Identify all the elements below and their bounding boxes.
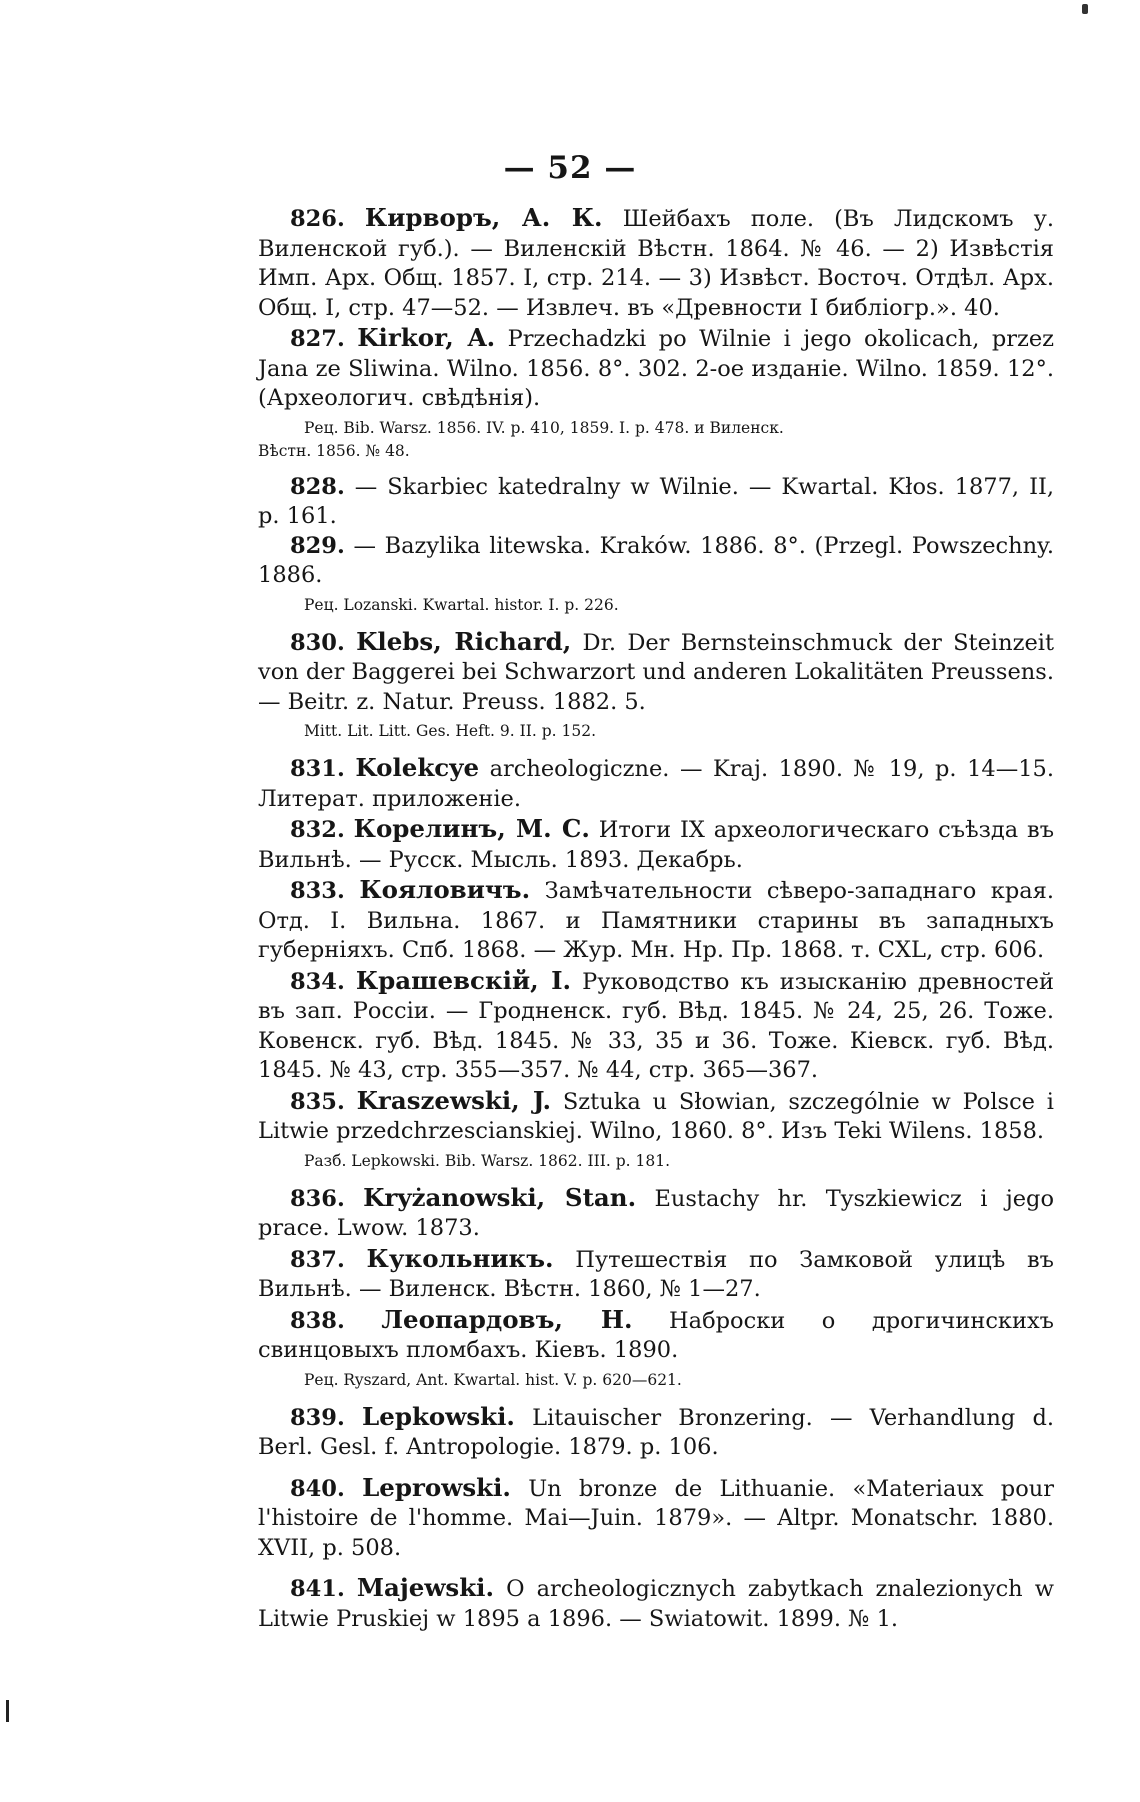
bibliography-list [258, 203, 1054, 1634]
entry-number: 835. [290, 1088, 345, 1115]
entry-number: 831. [290, 756, 345, 782]
entry-text: — Bazylika litewska. Kraków. 1886. 8°. (Przegl. Powszechny. 1886. [258, 532, 1054, 588]
entry-text: archeologiczne. — Kraj. 1890. № 19, p. 14—15. Литерат. приложеніе. [258, 756, 1054, 812]
review-note: Mitt. Lit. Litt. Ges. Heft. 9. II. p. 152. [304, 722, 597, 740]
entry-831 [258, 753, 1054, 814]
review-note: Рец. Bib. Warsz. 1856. IV. p. 410, 1859. I. p. 478. и Виленск. [304, 418, 784, 437]
entry-number: 834. [290, 968, 345, 995]
entry-text: Litauischer Bronzering. — Verhandlung d. Berl. Gesl. f. Antropologie. 1879. p. 106. [258, 1404, 1055, 1460]
entry-number: 826. [290, 206, 345, 232]
entry-author: Корелинъ, М. С. [353, 814, 590, 843]
entry-text: Наброски о дрогичинскихъ свинцовыхъ пломбахъ. Кіевъ. 1890. [258, 1307, 1054, 1363]
entry-830 [258, 627, 1054, 718]
review-note: Рец. Ryszard, Ant. Kwartal. hist. V. p. 620—621. [304, 1370, 682, 1389]
scan-edge-mark [6, 1700, 9, 1722]
entry-number: 841. [290, 1576, 345, 1602]
entry-832 [258, 814, 1054, 875]
entry-number: 829. [290, 532, 345, 559]
entry-text: Руководство къ изысканію древностей въ зап. Россіи. — Гродненск. губ. Вѣд. 1845. № 24, 25, 26. Тоже. Ковенск. губ. Вѣд. 1845. № 33, 35 и 36. Тоже. Кіевск. губ. Вѣд. 1845. № 43, стр. 355—357. № 44, стр. 365—367. [258, 968, 1054, 1083]
entry-837 [258, 1244, 1054, 1305]
entry-author: Кирворъ, А. К. [364, 203, 603, 232]
entry-number: 832. [290, 817, 345, 843]
entry-text: Eustachy hr. Tyszkiewicz i jego prace. Lwow. 1873. [258, 1185, 1054, 1241]
entry-number: 840. [290, 1475, 345, 1502]
entry-author: Крашевскій, I. [355, 965, 572, 995]
entry-author: Kraszewski, J. [356, 1085, 552, 1115]
entry-827 [258, 323, 1054, 414]
entry-838 [258, 1305, 1054, 1366]
entry-text: Замѣчательности сѣверо-западнаго края. Отд. I. Вильна. 1867. и Памятники старины въ западныхъ губерніяхъ. Спб. 1868. — Жур. Мн. Нр. Пр. 1868. т. CXL, стр. 606. [258, 878, 1054, 963]
entry-840 [258, 1473, 1054, 1564]
entry-number: 838. [290, 1307, 345, 1334]
entry-author: Leprowski. [362, 1472, 511, 1502]
entry-text: Un bronze de Lithuanie. «Materiaux pour l'histoire de l'homme. Mai—Juin. 1879». — Altpr. Monatschr. 1880. XVII, p. 508. [258, 1475, 1054, 1561]
entry-number: 833. [290, 878, 345, 904]
entry-text: O archeologicznych zabytkach znalezionych w Litwie Pruskiej w 1895 a 1896. — Swiatowit. 1899. № 1. [258, 1576, 1054, 1632]
entry-841 [258, 1573, 1054, 1634]
entry-text: Шейбахъ поле. (Въ Лидскомъ у. Виленской губ.). — Виленскій Вѣстн. 1864. № 46. — 2) Извѣстія Имп. Арх. Общ. 1857. I, стр. 214. — 3) Извѣст. Восточ. Отдѣл. Арх. Общ. I, стр. 47—52. — Извлеч. въ «Древности I библіогр.». 40. [258, 206, 1055, 321]
entry-826 [258, 203, 1054, 323]
entry-828 [258, 473, 1054, 532]
entry-author: Леопардовъ, Н. [381, 1304, 633, 1334]
entry-833 [258, 875, 1054, 966]
entry-829 [258, 532, 1054, 591]
entry-author: Kirkor, A. [357, 323, 496, 352]
entry-text: Sztuka u Słowian, szczególnie w Polsce i Litwie przedchrzescianskiej. Wilno, 1860. 8°. Изъ Teki Wilens. 1858. [258, 1088, 1054, 1144]
entry-number: 836. [290, 1185, 345, 1212]
review-note: Рец. Lozanski. Kwartal. histor. I. p. 226. [304, 595, 619, 614]
entry-text: Итоги IX археологическаго съѣзда въ Вильнѣ. — Русск. Мысль. 1893. Декабрь. [258, 817, 1055, 873]
entry-author: Klebs, Richard, [356, 626, 572, 656]
review-note: Разб. Lepkowski. Bib. Warsz. 1862. III. p. 181. [304, 1151, 670, 1170]
entry-author: Majewski. [356, 1573, 495, 1602]
entry-author: Кояловичъ. [359, 875, 531, 904]
entry-number: 827. [290, 326, 345, 352]
entry-author: Kryżanowski, Stan. [363, 1182, 637, 1212]
entry-text: Dr. Der Bernsteinschmuck der Steinzeit von der Baggerei bei Schwarzort und anderen Lokalitäten Preussens. — Beitr. z. Natur. Preuss. 1882. 5. [258, 629, 1055, 715]
ink-speck [1082, 4, 1088, 14]
entry-number: 837. [290, 1246, 345, 1273]
entry-836 [258, 1183, 1054, 1244]
entry-834 [258, 966, 1054, 1086]
entry-835 [258, 1086, 1054, 1147]
entry-author: Kolekcye [355, 753, 480, 782]
entry-text: Przechadzki po Wilnie i jego okolicach, przez Jana ze Sliwina. Wilno. 1856. 8°. 302. 2-ое изданіе. Wilno. 1859. 12°. (Археологич. свѣдѣнія). [258, 326, 1054, 411]
review-note: Вѣстн. 1856. № 48. [258, 441, 410, 460]
page-number: — 52 — [503, 150, 637, 186]
entry-author: Lepkowski. [362, 1401, 515, 1431]
entry-839 [258, 1402, 1054, 1463]
entry-number: 830. [290, 629, 345, 656]
entry-author: Кукольникъ. [366, 1243, 554, 1273]
entry-number: 828. [290, 473, 345, 500]
entry-text: Путешествія по Замковой улицѣ въ Вильнѣ. — Виленск. Вѣстн. 1860, № 1—27. [258, 1246, 1054, 1302]
entry-number: 839. [290, 1404, 345, 1431]
entry-text: — Skarbiec katedralny w Wilnie. — Kwartal. Kłos. 1877, II, p. 161. [258, 473, 1054, 529]
